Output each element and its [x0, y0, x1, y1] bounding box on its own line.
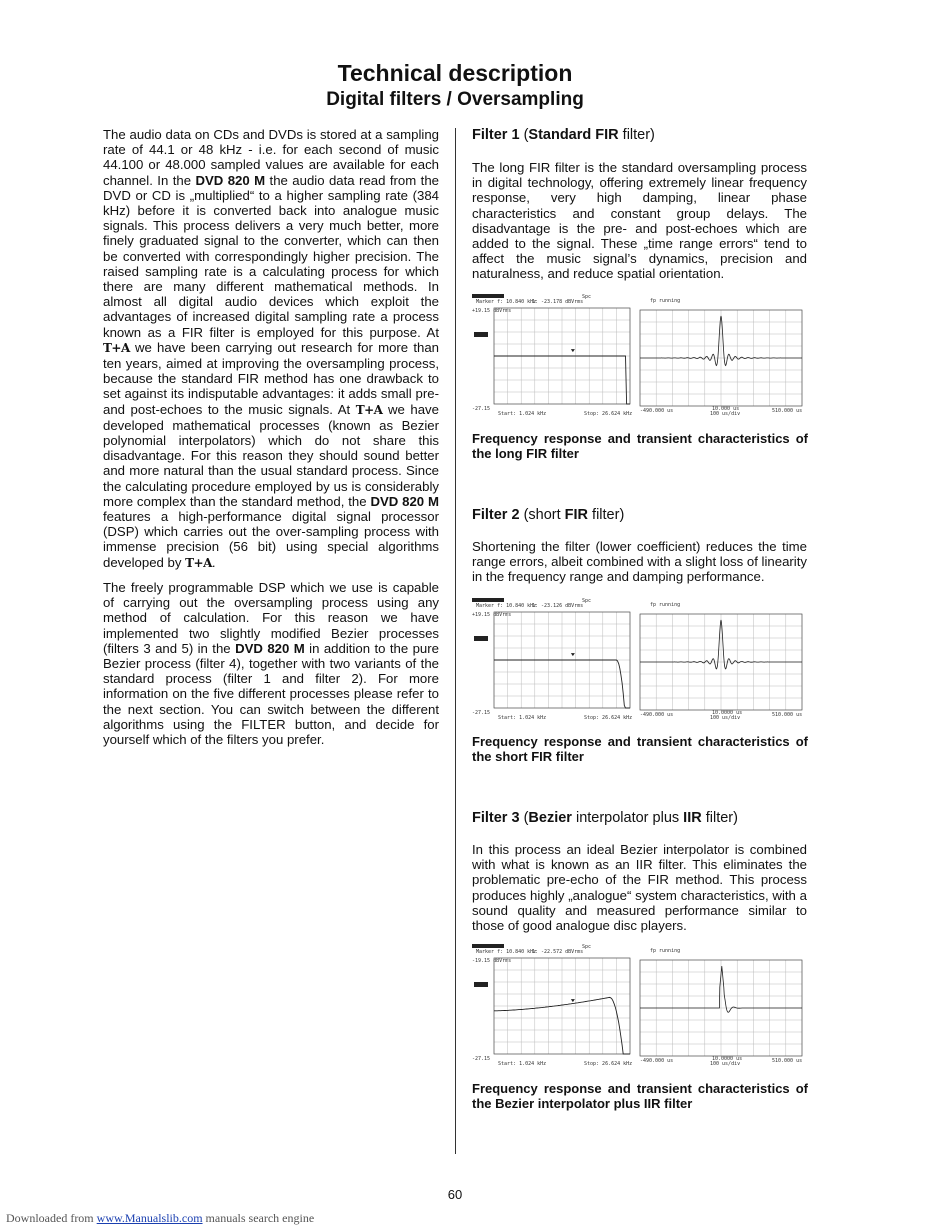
- column-divider: [455, 128, 456, 1154]
- start-freq-label: Start: 1.024 kHz: [498, 715, 547, 720]
- level-readout: 1: -23.178 dBVrms: [532, 299, 584, 305]
- filter-2-heading: [472, 507, 624, 523]
- bold-run: IIR: [683, 810, 702, 826]
- filter-1-figure: [472, 294, 812, 421]
- measurement-plots: [472, 944, 812, 1066]
- intro-column: [103, 127, 439, 756]
- time-div-label: 100 us/div: [710, 1061, 741, 1066]
- trace-label-block: [472, 294, 504, 298]
- spc-label: Spc: [582, 294, 592, 300]
- marker-readout: Marker f: 10.840 kHz: [476, 299, 537, 305]
- measurement-plots: [472, 598, 812, 720]
- text-run: (: [519, 810, 529, 826]
- marker-triangle: [571, 349, 575, 352]
- level-readout: 1: -23.126 dBVrms: [532, 603, 584, 609]
- time-end-label: 510.000 us: [772, 408, 803, 414]
- ta-logo: T+A: [355, 402, 383, 417]
- text-run: we have developed mathematical processes (known as Bezier polynomial interpolators) which do not share this disadvantage. For this reason they should sound better and more natural than the usual standard process. Since the calculating procedure employed by us is considerably more complex than the standard method, the: [103, 401, 439, 509]
- bold-run: FIR: [564, 507, 589, 523]
- top-level-label: +19.15 dBVrms: [472, 612, 512, 618]
- filter-3-caption: Frequency response and transient characteristics of the Bezier interpolator plus IIR filter: [472, 1081, 808, 1111]
- marker-readout: Marker f: 10.840 kHz: [476, 949, 537, 955]
- filter-1-heading: [472, 127, 655, 143]
- scale-block: [474, 332, 488, 337]
- start-freq-label: Start: 1.024 kHz: [498, 1061, 547, 1066]
- top-level-label: -19.15 dBVrms: [472, 958, 512, 964]
- stop-freq-label: Stop: 26.624 kHz: [584, 715, 633, 720]
- bottom-level-label: -27.15: [472, 1056, 491, 1062]
- filter-1-caption: Frequency response and transient characteristics of the long FIR filter: [472, 431, 808, 461]
- bold-run: DVD 820 M: [235, 640, 305, 656]
- bold-run: Filter 3: [472, 810, 520, 826]
- text-run: we have been carrying out research for more than ten years, aimed at improving the oversampling process, because the standard FIR method has one drawback to set against its indisputable advantages: it adds small pre- and post-echoes to the music signals. At: [103, 339, 439, 417]
- time-div-label: 100 us/div: [710, 715, 741, 720]
- text-run: interpolator plus: [571, 810, 684, 826]
- filter-2-figure: [472, 598, 812, 725]
- bold-run: Filter 1: [472, 127, 520, 143]
- text-run: the audio data read from the DVD or CD is „multiplied“ to a higher sampling rate (384 kHz) before it is converted back into analogue music signals. This process delivers a very much better, more finely graduated signal to the converter, which can then be converted with correspondingly higher precision. The raised sampling rate is a calculating process for which there are many different mathematical methods. In almost all digital audio devices which exploit the advantages of increased digital sampling rate a process known as a FIR filter is employed for this purpose. At: [103, 172, 439, 340]
- top-level-label: +19.15 dBVrms: [472, 308, 512, 314]
- time-end-label: 510.000 us: [772, 1058, 803, 1064]
- text-run: (short: [519, 507, 565, 523]
- footer-prefix: Downloaded from: [6, 1211, 97, 1225]
- text-run: The audio data on CDs and DVDs is stored at a sampling rate of 44.1 or 48 kHz - i.e. for each second of music 44.100 or 48.000 sampled values are available for each channel. In the: [103, 127, 439, 188]
- start-freq-label: Start: 1.024 kHz: [498, 411, 547, 416]
- text-run: .: [211, 554, 216, 570]
- time-end-label: 510.000 us: [772, 712, 803, 718]
- bold-run: DVD 820 M: [195, 172, 266, 188]
- time-div-label: 100 us/div: [710, 411, 741, 416]
- bold-run: Standard FIR: [528, 127, 619, 143]
- bold-run: DVD 820 M: [370, 493, 439, 509]
- text-run: (: [519, 127, 529, 143]
- scale-block: [474, 636, 488, 641]
- text-run: features a high-performance digital signal processor (DSP) which carries out the over-sampling process with immense precision (56 bit) using special algorithms developed by: [103, 509, 439, 570]
- stop-freq-label: Stop: 26.624 kHz: [584, 1061, 633, 1066]
- page-subtitle: Digital filters / Oversampling: [326, 89, 584, 110]
- page-title: Technical description: [337, 60, 573, 86]
- filter-2-text: Shortening the filter (lower coefficient) reduces the time range errors, albeit combined with a slight loss of linearity in the frequency range and damping performance.: [472, 539, 807, 585]
- trigger-mode-label: fp running: [650, 298, 681, 304]
- intro-paragraph-1: [103, 127, 439, 571]
- text-run: filter): [701, 810, 738, 826]
- trigger-mode-label: fp running: [650, 948, 681, 954]
- filter-3-text: In this process an ideal Bezier interpolator is combined with what is known as an IIR filter. This eliminates the problematic pre-echo of the FIR method. This process produces highly „analogue“ system characteristics, with a sound quality and measured performance similar to those of good analogue disc players.: [472, 842, 807, 934]
- marker-triangle: [571, 653, 575, 656]
- ta-logo: T+A: [103, 340, 130, 355]
- time-start-label: -490.000 us: [640, 712, 674, 718]
- text-run: The freely programmable DSP which we use is capable of carrying out the oversampling process using any method of calculation. For this reason we have implemented two slightly modified Bezier processes (filters 3 and 5) in the: [103, 579, 439, 656]
- filter-3-figure: [472, 944, 812, 1071]
- spc-label: Spc: [582, 598, 592, 604]
- filter-3-heading: [472, 810, 738, 826]
- freq-grid: [494, 958, 630, 1054]
- filter-2-caption: Frequency response and transient characteristics of the short FIR filter: [472, 734, 808, 764]
- time-center-label: 10.000 us: [712, 406, 740, 412]
- trigger-mode-label: fp running: [650, 602, 681, 608]
- filter-1-text: The long FIR filter is the standard oversampling process in digital technology, offering extremely linear frequency response, very high damping, linear phase characteristics and constant group delays. The disadvantage is the pre- and post-echoes which are added to the signal. These „time range errors“ tend to affect the music signal’s dynamics, precision and naturalness, and reduce spatial orientation.: [472, 160, 807, 282]
- level-readout: 1: -22.572 dBVrms: [532, 949, 584, 955]
- marker-triangle: [571, 999, 575, 1002]
- scale-block: [474, 982, 488, 987]
- ta-logo: T+A: [185, 555, 212, 570]
- measurement-plots: [472, 294, 812, 416]
- text-run: in addition to the pure Bezier process (filter 4), together with two variants of the standard process (filter 1 and filter 2). For more information on the five different processes please refer to the next section. You can switch between the different algorithms using the FILTER button, and decide for yourself which of the filters you prefer.: [103, 640, 439, 747]
- bold-run: Filter 2: [472, 507, 520, 523]
- text-run: filter): [618, 127, 655, 143]
- download-footer: [6, 1211, 314, 1226]
- spc-label: Spc: [582, 944, 592, 950]
- bold-run: Bezier: [528, 810, 572, 826]
- time-start-label: -490.000 us: [640, 408, 674, 414]
- bottom-level-label: -27.15: [472, 710, 491, 716]
- trace-label-block: [472, 598, 504, 602]
- bottom-level-label: -27.15: [472, 406, 491, 412]
- trace-label-block: [472, 944, 504, 948]
- time-center-label: 10.0000 us: [712, 710, 743, 716]
- stop-freq-label: Stop: 26.624 kHz: [584, 411, 633, 416]
- time-center-label: 10.0000 us: [712, 1056, 743, 1062]
- intro-paragraph-2: [103, 580, 439, 747]
- text-run: filter): [588, 507, 625, 523]
- marker-readout: Marker f: 10.840 kHz: [476, 603, 537, 609]
- page-number: 60: [447, 1187, 463, 1202]
- time-start-label: -490.000 us: [640, 1058, 674, 1064]
- footer-suffix: manuals search engine: [202, 1211, 315, 1225]
- manualslib-link[interactable]: www.Manualslib.com: [96, 1211, 203, 1225]
